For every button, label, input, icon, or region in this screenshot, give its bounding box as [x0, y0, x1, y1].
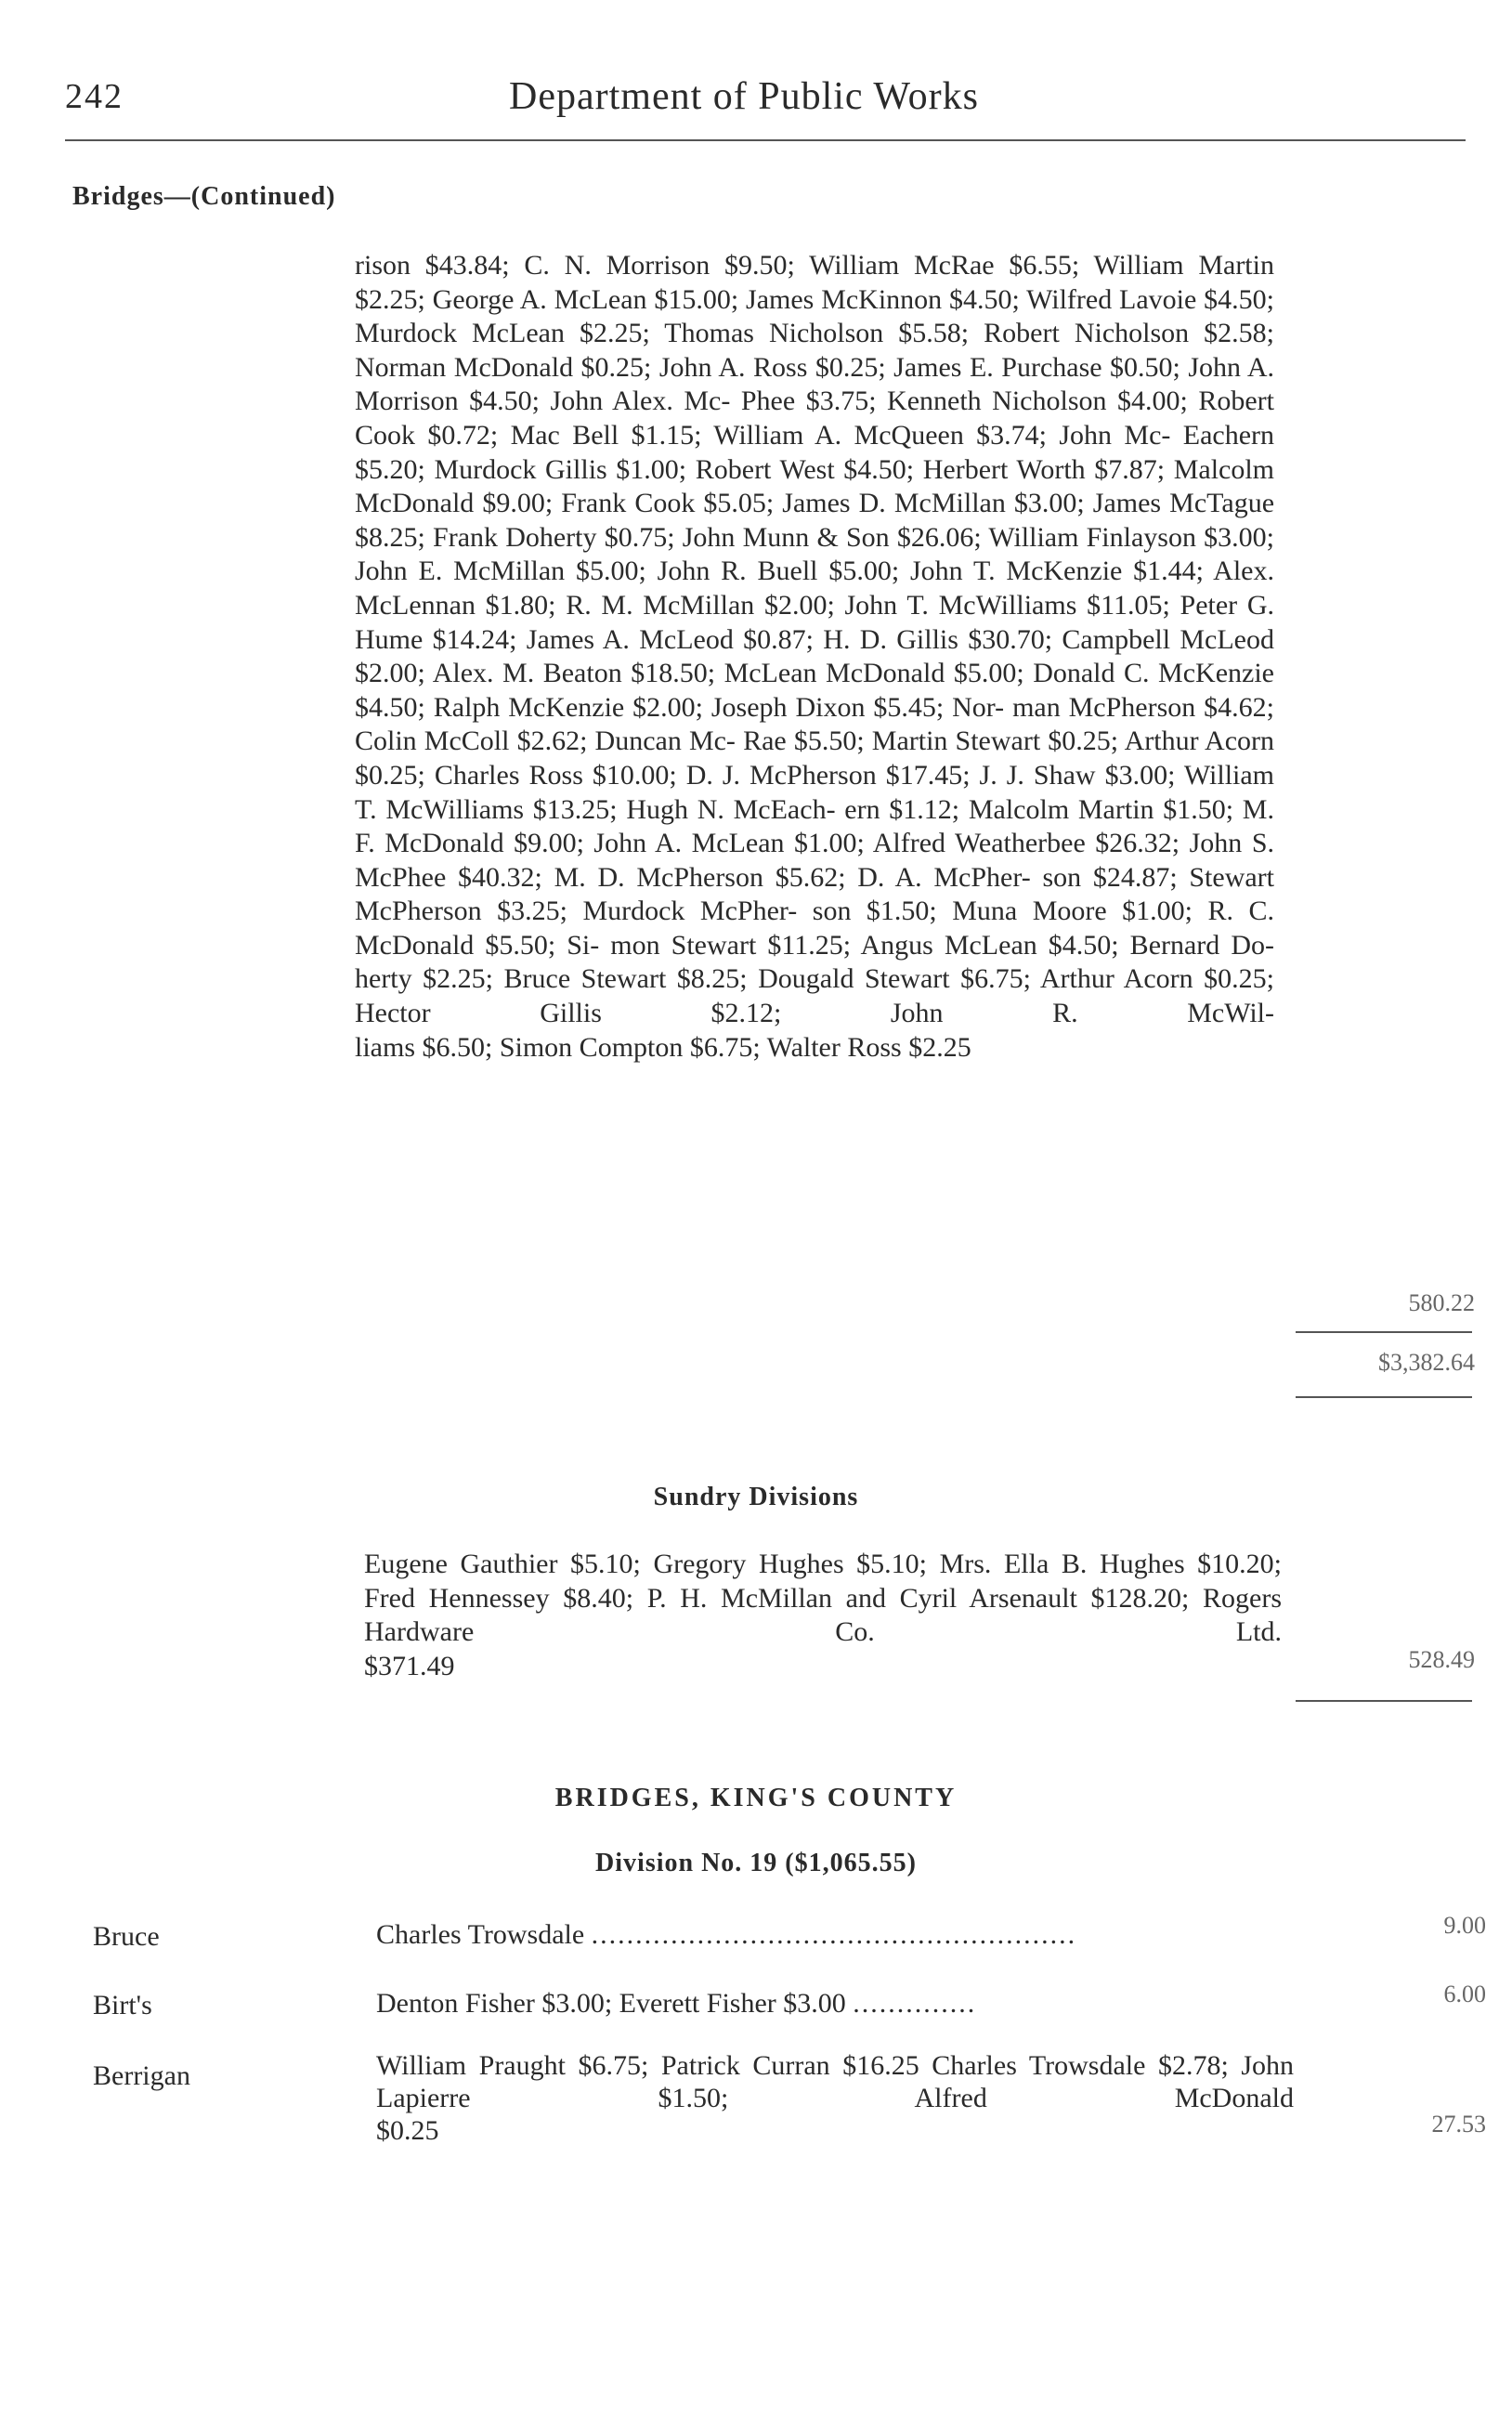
sundry-amount: 528.49 — [1408, 1646, 1475, 1673]
text-line: B. Hughes $10.20; Fred Hennessey $8.40; P. H. McMillan — [364, 1549, 1283, 1614]
amount-bruce: 9.00 — [1443, 1912, 1486, 1939]
text-line: William Martin $2.25; George A. McLean $15.00; James — [355, 250, 1274, 315]
text-line: Mac Bell $1.15; William A. McQueen $3.74; John Mc- — [510, 419, 1171, 451]
entry-bruce — [376, 1919, 1284, 1951]
location-berrigan: Berrigan — [93, 2060, 190, 2091]
location-bruce: Bruce — [93, 1921, 160, 1952]
bridges-continued-amount: 580.22 — [1408, 1289, 1475, 1316]
text-line: rison $43.84; C. N. Morrison $9.50; William McRae $6.55; — [355, 250, 1080, 281]
amount-berrigan: 27.53 — [1431, 2111, 1486, 2138]
text-line: Purchase $0.50; John A. Morrison $4.50; John Alex. Mc- — [355, 351, 1275, 417]
text-line: John A. McLean $1.00; Alfred Weatherbee $26.32; John — [593, 828, 1243, 859]
text-line: herty $2.25; Bruce Stewart $8.25; Dougald Stewart $6.75; — [355, 963, 1031, 995]
sundry-paragraph — [364, 1548, 1282, 1683]
text-line: McKinnon $4.50; Wilfred Lavoie $4.50; Murdock McLean — [355, 283, 1275, 349]
text-line: Herbert Worth $7.87; Malcolm McDonald $9.00; Frank — [355, 453, 1275, 519]
text-line: Eugene Gauthier $5.10; Gregory Hughes $5.10; Mrs. Ella — [364, 1549, 1049, 1579]
text-line: Arthur Acorn $0.25; Hector Gillis $2.12; John R. McWil- — [355, 963, 1274, 1029]
bridges-continued-paragraph — [355, 249, 1274, 1065]
subtotal-rule — [1296, 1331, 1472, 1333]
text-line: Trowsdale $2.78; John Lapierre $1.50; Alfred McDonald — [376, 2050, 1295, 2113]
header-rule — [65, 139, 1466, 141]
text-line: Rae $5.50; Martin Stewart $0.25; Arthur Acorn $0.25; — [355, 726, 1275, 791]
text-line: $3.00; William T. McWilliams $13.25; Hugh N. McEach- — [355, 759, 1275, 825]
sundry-rule — [1296, 1700, 1472, 1702]
location-birts: Birt's — [93, 1990, 152, 2020]
leader-dots: ....................................................... — [591, 1919, 1077, 1950]
text-line: $0.25 — [376, 2115, 439, 2146]
text-line: Eachern $5.20; Murdock Gillis $1.00; Robert West $4.50; — [355, 419, 1275, 485]
text-line: and Cyril Arsenault $128.20; Rogers Hardware Co. Ltd. — [364, 1582, 1282, 1648]
text-line: Cook $5.05; James D. McMillan $3.00; James McTague — [634, 488, 1275, 519]
total-rule — [1296, 1396, 1472, 1398]
text-line: $4.50; Ralph McKenzie $2.00; Joseph Dixon $5.45; Nor- — [355, 691, 1005, 723]
amount-birts: 6.00 — [1443, 1981, 1486, 2007]
section-heading-kings-county: BRIDGES, KING'S COUNTY — [554, 1784, 958, 1812]
entry-berrigan — [376, 2049, 1294, 2147]
text-line: $1.80; R. M. McMillan $2.00; John T. McWilliams $11.05; — [485, 589, 1170, 621]
text-line: $371.49 — [364, 1650, 455, 1681]
section-heading-sundry: Sundry Divisions — [653, 1483, 859, 1511]
text-line: S. McPhee $40.32; M. D. McPherson $5.62; D. A. McPher- — [355, 828, 1274, 893]
text-line: mon Stewart $11.25; Angus McLean $4.50; Bernard Do- — [610, 929, 1274, 961]
text-line: Phee $3.75; Kenneth Nicholson $4.00; Robert Cook $0.72; — [355, 386, 1275, 451]
text-line: son $24.87; Stewart McPherson $3.25; Murdock McPher- — [355, 861, 1275, 927]
text-line: liams $6.50; Simon Compton $6.75; Walter Ross $2.25 — [355, 1031, 971, 1063]
text-line: son $1.50; Muna Moore $1.00; R. C. McDonald $5.50; Si- — [355, 896, 1275, 961]
running-title: Department of Public Works — [509, 75, 979, 118]
text-line: ern $1.12; Malcolm Martin $1.50; M. F. McDonald $9.00; — [355, 793, 1274, 859]
text-line: R. Buell $5.00; John T. McKenzie $1.44; Alex. McLennan — [355, 556, 1274, 621]
text-line: Norman McDonald $0.25; John A. Ross $0.25; James E. — [355, 351, 994, 383]
text-line: William Praught $6.75; Patrick Curran $16.25 Charles — [376, 2050, 1017, 2081]
text-line: $18.50; McLean McDonald $5.00; Donald C. McKenzie — [631, 658, 1274, 689]
text-line: Peter G. Hume $14.24; James A. McLeod $0.87; H. D. — [355, 589, 1275, 655]
entry-text: Denton Fisher $3.00; Everett Fisher $3.00 — [376, 1988, 846, 2019]
text-line: man McPherson $4.62; Colin McColl $2.62; Duncan Mc- — [355, 691, 1275, 757]
text-line: William Finlayson $3.00; John E. McMillan $5.00; John — [355, 521, 1274, 587]
text-line: $8.25; Frank Doherty $0.75; John Munn & Son $26.06; — [355, 521, 982, 553]
bridges-continued-total: $3,382.64 — [1378, 1349, 1475, 1376]
entry-birts — [376, 1988, 1284, 2020]
text-line: $2.25; Thomas Nicholson $5.58; Robert Nicholson $2.58; — [579, 318, 1275, 349]
leader-dots: .............. — [853, 1988, 977, 2019]
text-line: Gillis $30.70; Campbell McLeod $2.00; Alex. M. Beaton — [355, 623, 1274, 689]
text-line: Charles Ross $10.00; D. J. McPherson $17.45; J. J. Shaw — [434, 759, 1096, 791]
division-heading: Division No. 19 ($1,065.55) — [595, 1849, 917, 1877]
page-number: 242 — [65, 77, 124, 116]
section-heading-bridges-continued: Bridges—(Continued) — [72, 182, 336, 211]
entry-text: Charles Trowsdale — [376, 1919, 585, 1950]
